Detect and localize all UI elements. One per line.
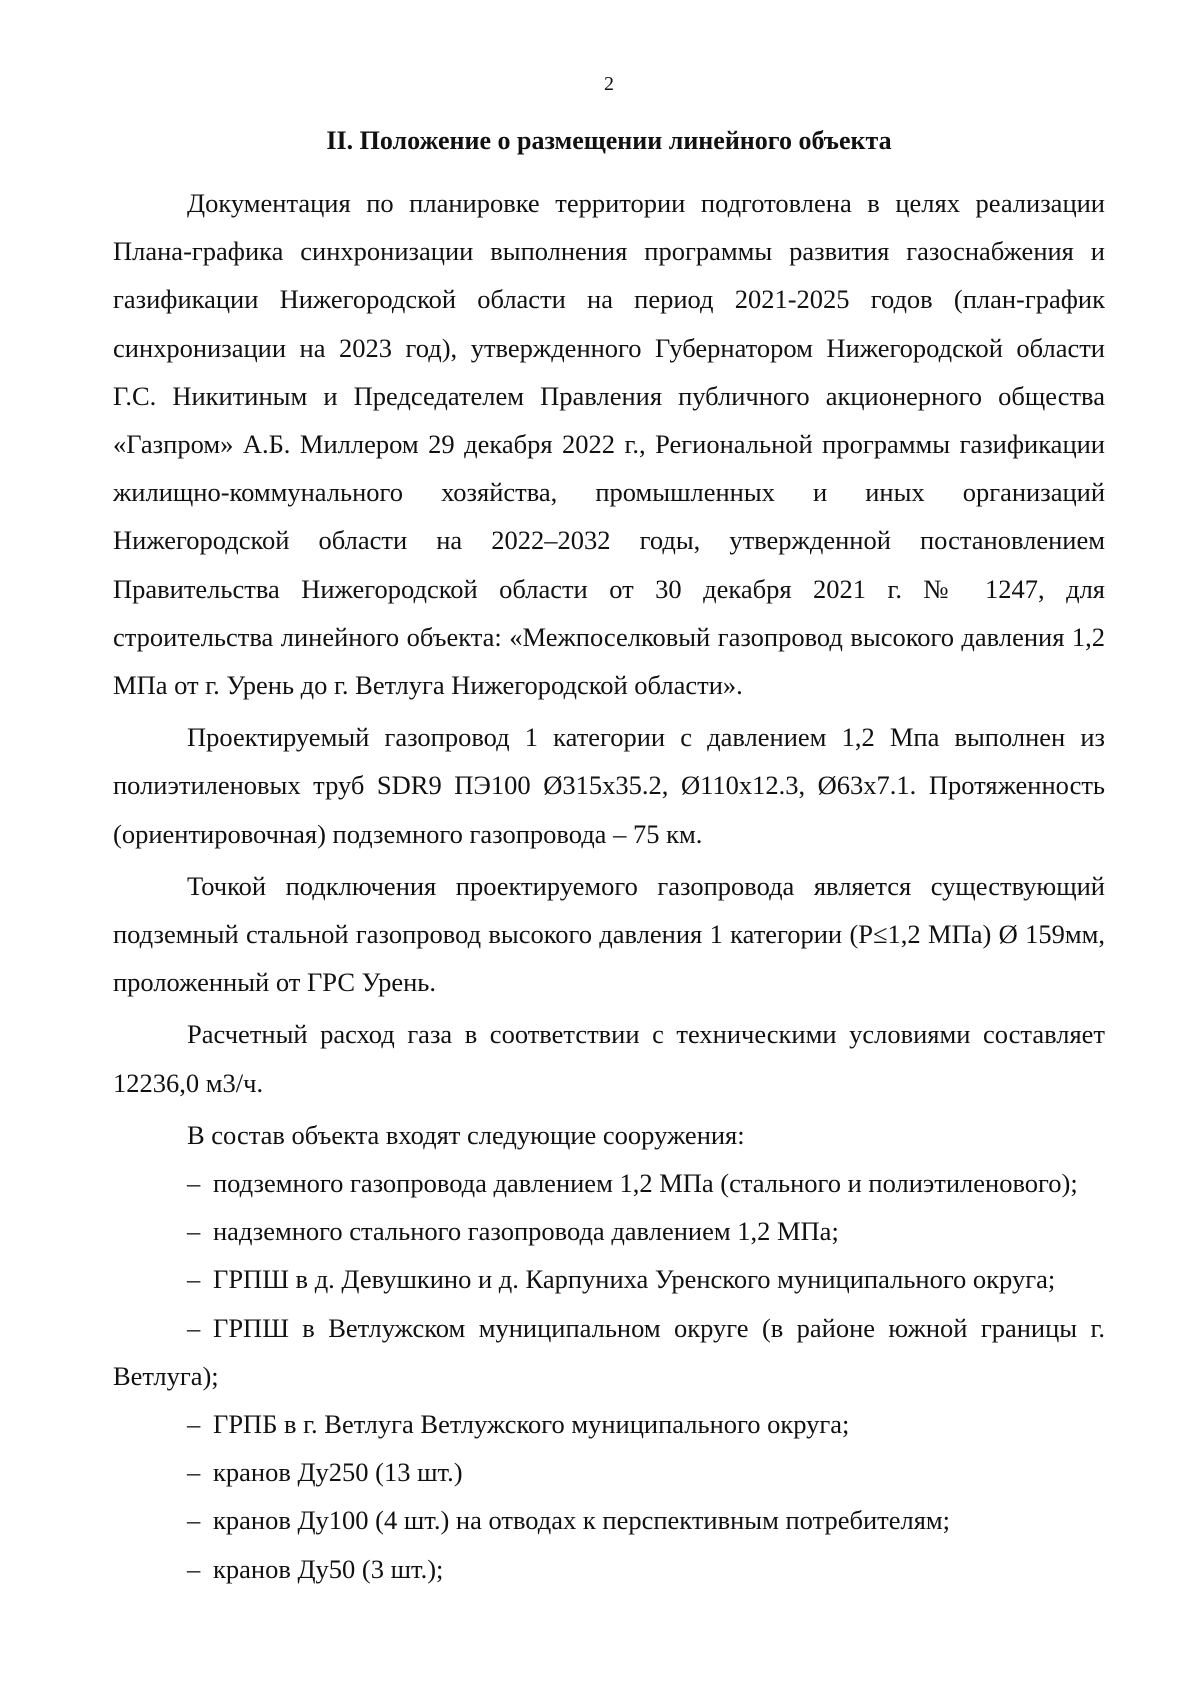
list-dash: – [187,1264,201,1295]
list-item [113,1255,1105,1303]
list-item [113,1496,1105,1544]
list-item [113,1448,1105,1496]
list-item-text: кранов Ду250 (13 шт.) [213,1457,463,1488]
list-item-text: кранов Ду50 (3 шт.); [213,1553,444,1584]
list-item-text: подземного газопровода давлением 1,2 МПа (стального и полиэтиленового); [213,1168,1078,1199]
list-item [113,1159,1105,1207]
list-item-text: надземного стального газопровода давлением 1,2 МПа; [213,1216,839,1247]
list-item-text: ГРПШ в д. Девушкино и д. Карпуниха Уренского муниципального округа; [213,1264,1056,1295]
list-item [113,1304,1105,1400]
list-item-text: ГРПШ в Ветлужском муниципальном округе (в районе южной границы г. Ветлуга); [113,1312,1105,1391]
structures-list [113,1159,1105,1593]
list-dash: – [187,1553,201,1584]
paragraph-structures-intro: В состав объекта входят следующие сооружения: [187,1119,745,1150]
list-item-text: ГРПБ в г. Ветлуга Ветлужского муниципального округа; [213,1409,850,1440]
list-dash: – [187,1312,201,1343]
list-item-text: кранов Ду100 (4 шт.) на отводах к перспективным потребителям; [213,1505,951,1536]
page-number: 2 [604,73,614,95]
paragraph-pipeline-spec: Проектируемый газопровод 1 категории с давлением 1,2 Мпа выполнен из полиэтиленовых труб SDR9 ПЭ100 Ø315х35.2, Ø110х12.3, Ø63х7.1. Протяженность (ориентировочная) подземного газопровода – 75 км. [113,722,1105,849]
paragraph-connection-point: Точкой подключения проектируемого газопровода является существующий подземный стальной газопровод высокого давления 1 категории (Р≤1,2 МПа) Ø 159мм, проложенный от ГРС Урень. [113,870,1105,998]
list-dash: – [187,1457,201,1488]
paragraph-gas-flow: Расчетный расход газа в соответствии с техническими условиями составляет 12236,0 м3/ч. [113,1019,1105,1098]
list-dash: – [187,1216,201,1247]
list-item [113,1207,1105,1255]
list-item [113,1400,1105,1448]
section-heading: II. Положение о размещении линейного объекта [326,126,892,155]
list-dash: – [187,1505,201,1536]
list-dash: – [187,1409,201,1440]
document-body [113,179,1105,1593]
paragraph-purpose: Документация по планировке территории подготовлена в целях реализации Плана-графика синхронизации выполнения программы развития газоснабжения и газификации Нижегородской области на период 2021-2025 годов (план-график синхронизации на 2023 год), утвержденного Губернатором Нижегородской области Г.С. Никитиным и Председателем Правления публичного акционерного общества «Газпром» А.Б. Миллером 29 декабря 2022 г., Региональной программы газификации жилищно-коммунального хозяйства, промышленных и иных организаций Нижегородской области на 2022–2032 годы, утвержденной постановлением Правительства Нижегородской области от 30 декабря 2021 г. № 1247, для строительства линейного объекта: «Межпоселковый газопровод высокого давления 1,2 МПа от г. Урень до г. Ветлуга Нижегородской области». [113,188,1105,701]
list-dash: – [187,1168,201,1199]
list-item [113,1545,1105,1593]
